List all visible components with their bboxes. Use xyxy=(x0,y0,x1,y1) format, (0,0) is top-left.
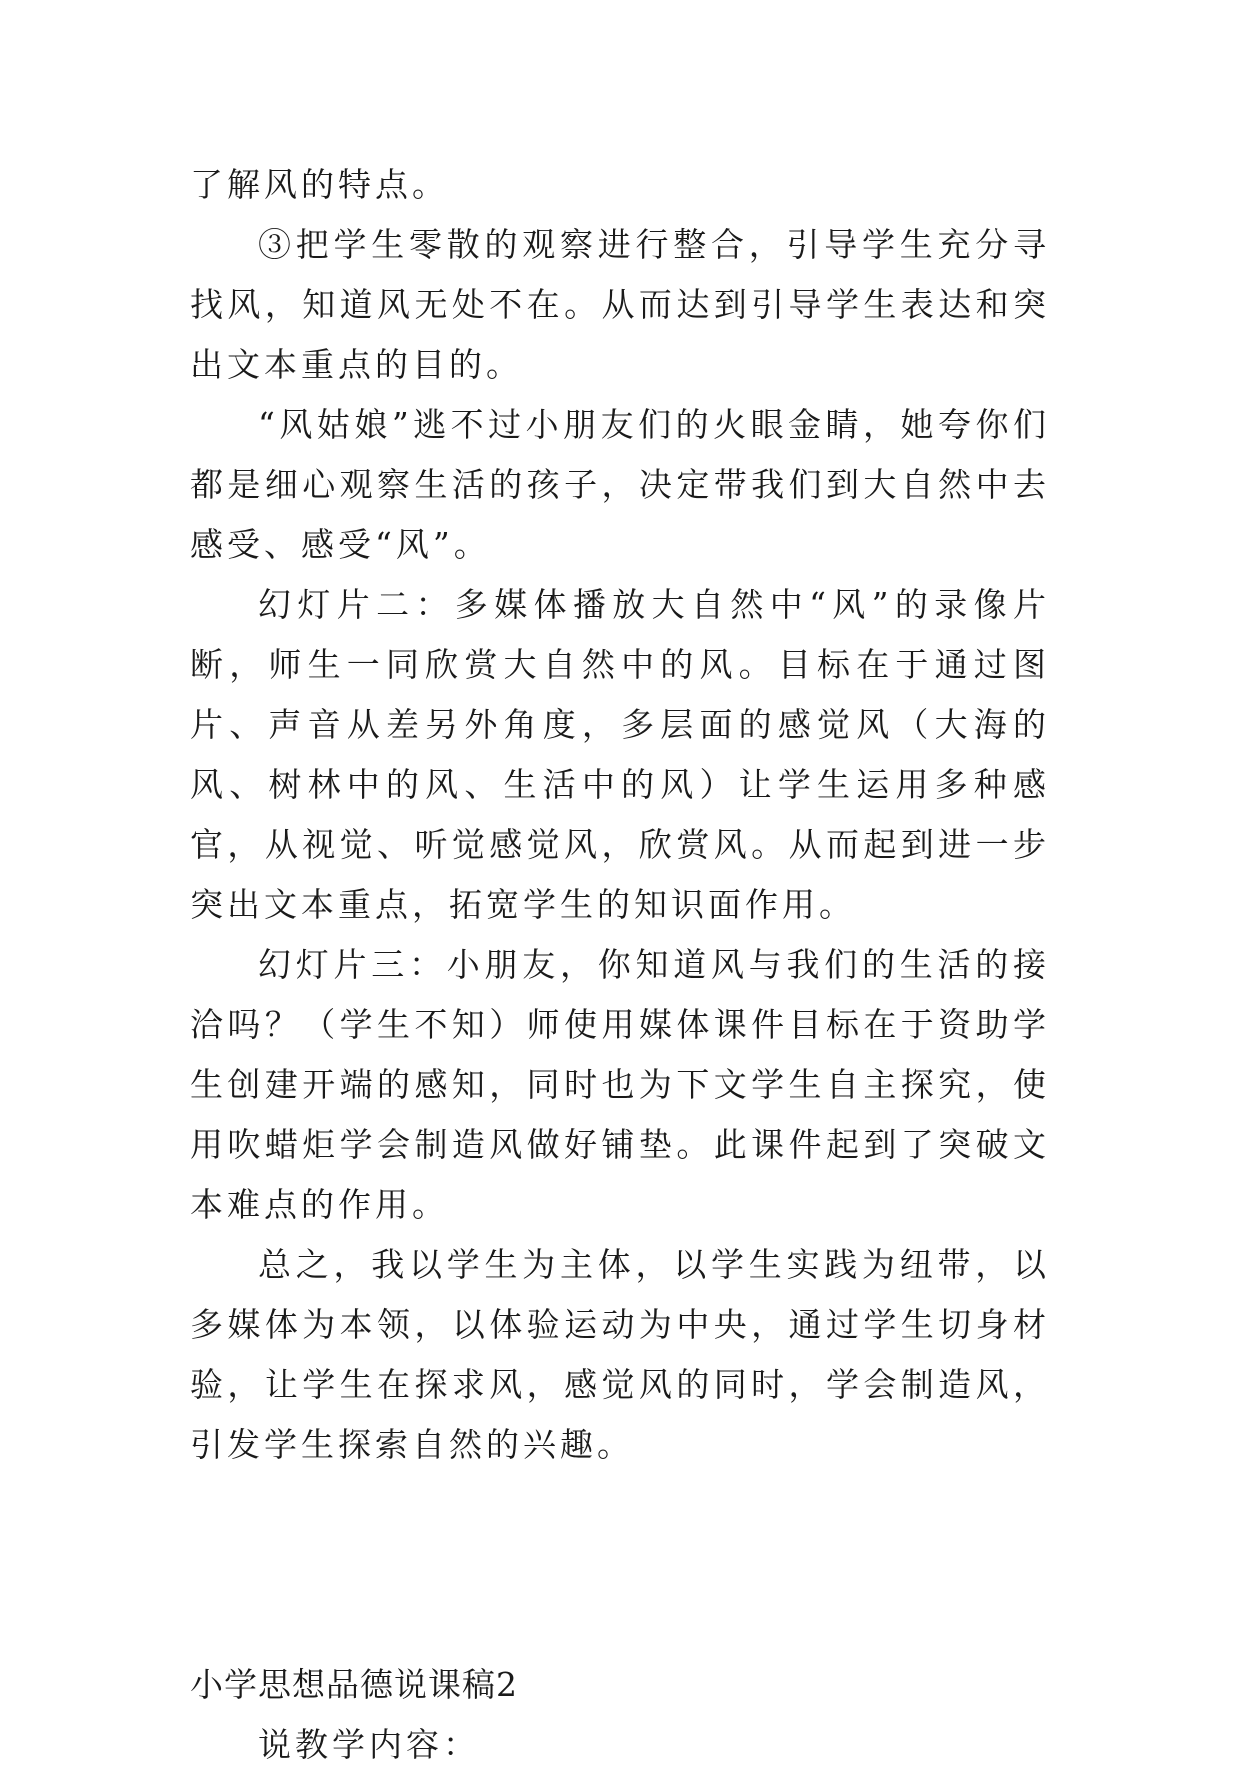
paragraph-observation: ③把学生零散的观察进行整合，引导学生充分寻找风，知道风无处不在。从而达到引导学生表达和突出文本重点的目的。 xyxy=(190,225,1050,384)
paragraph-wind-girl: “风姑娘”逃不过小朋友们的火眼金睛，她夸你们都是细心观察生活的孩子，决定带我们到大自然中去感受、感受“风”。 xyxy=(190,405,1050,564)
section-spacer xyxy=(190,1475,1050,1655)
section-title: 小学思想品德说课稿2 xyxy=(190,1665,518,1704)
paragraph-slide-two: 幻灯片二：多媒体播放大自然中“风”的录像片断，师生一同欣赏大自然中的风。目标在于通过图片、声音从差另外角度，多层面的感觉风（大海的风、树林中的风、生活中的风）让学生运用多种感官，从视觉、听觉感觉风，欣赏风。从而起到进一步突出文本重点，拓宽学生的知识面作用。 xyxy=(190,585,1050,924)
paragraph-summary: 总之，我以学生为主体，以学生实践为纽带，以多媒体为本领，以体验运动为中央，通过学生切身材验，让学生在探求风，感觉风的同时，学会制造风，引发学生探索自然的兴趣。 xyxy=(190,1245,1050,1464)
paragraph-continuation: 了解风的特点。 xyxy=(190,165,449,204)
document-body xyxy=(190,155,1050,1775)
paragraph-slide-three: 幻灯片三：小朋友，你知道风与我们的生活的接洽吗？（学生不知）师使用媒体课件目标在于资助学生创建开端的感知，同时也为下文学生自主探究，使用吹蜡炬学会制造风做好铺垫。此课件起到了突破文本难点的作用。 xyxy=(190,945,1050,1224)
subheading-teaching-content: 说教学内容： xyxy=(258,1725,480,1764)
